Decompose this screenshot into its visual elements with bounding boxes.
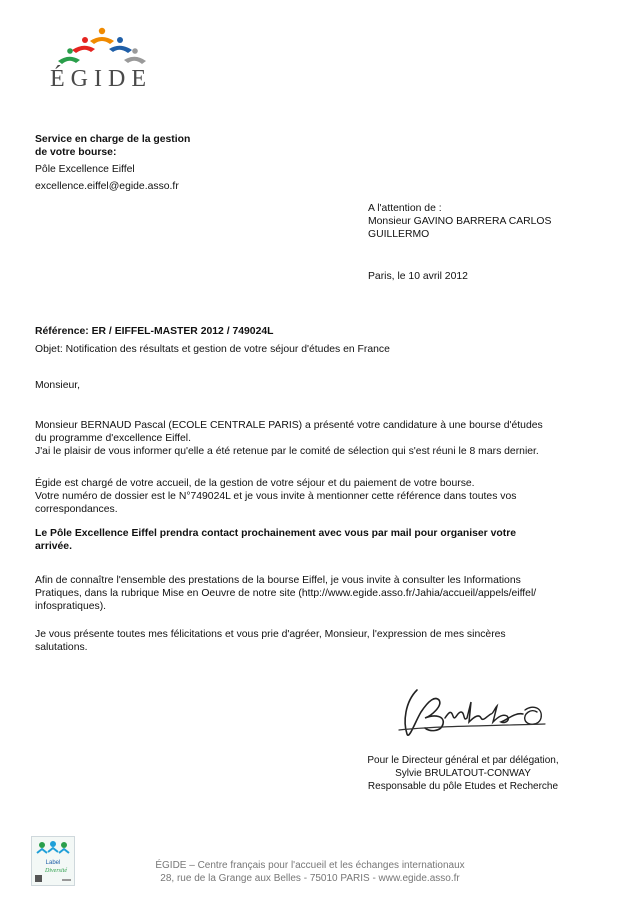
paragraph-line: salutations. [35,642,88,653]
paragraph-informations [35,574,595,613]
service-name: Pôle Excellence Eiffel [35,164,135,175]
signatory-name: Sylvie BRULATOUT-CONWAY [395,768,531,779]
paragraph-closing [35,628,595,654]
badge-label: Label [45,860,61,866]
service-title-line2: de votre bourse: [35,147,117,158]
logo-text: ÉGIDE [50,66,152,92]
paragraph-candidature [35,419,595,458]
addressee-name-line2: GUILLERMO [368,229,430,240]
addressee-name-line1: Monsieur GAVINO BARRERA CARLOS [368,216,552,227]
paragraph-line: Pratiques, dans la rubrique Mise en Oeuvre de notre site (http://www.egide.asso.fr/Jahia/accueil/appels/eiffel/ [35,588,537,599]
service-email: excellence.eiffel@egide.asso.fr [35,181,179,192]
paragraph-line: Afin de connaître l'ensemble des prestations de la bourse Eiffel, je vous invite à consulter les Informations [35,575,521,586]
footer-line1: ÉGIDE – Centre français pour l'accueil et les échanges internationaux [155,860,465,871]
paragraph-contact [35,527,595,553]
footer [130,859,490,885]
signatory-title: Responsable du pôle Etudes et Recherche [367,781,559,792]
footer-line2: 28, rue de la Grange aux Belles - 75010 PARIS - www.egide.asso.fr [160,873,460,884]
handwritten-signature [395,682,555,742]
paragraph-line: du programme d'excellence Eiffel. [35,433,192,444]
egide-logo [40,25,150,95]
service-block [35,133,335,193]
objet: Objet: Notification des résultats et gestion de votre séjour d'études en France [35,344,390,355]
egide-figures-icon [40,25,150,69]
paragraph-dossier [35,477,595,516]
badge-diversite: Diversité [45,868,67,874]
label-diversite-badge [31,836,75,886]
service-title-line1: Service en charge de la gestion [35,134,191,145]
letter-date: Paris, le 10 avril 2012 [368,271,468,282]
signatory-line1: Pour le Directeur général et par délégation, [367,755,559,766]
paragraph-line: Je vous présente toutes mes félicitations et vous prie d'agréer, Monsieur, l'expression de mes sincères [35,629,506,640]
paragraph-line: Monsieur BERNAUD Pascal (ECOLE CENTRALE PARIS) a présenté votre candidature à une bourse d'études [35,420,543,431]
paragraph-line: arrivée. [35,541,72,552]
salutation: Monsieur, [35,380,81,391]
paragraph-line: correspondances. [35,504,118,515]
addressee-attention: A l'attention de : [368,203,442,214]
signatory-block [352,754,574,793]
paragraph-line: Votre numéro de dossier est le N°749024L et je vous invite à mentionner cette référence dans toutes vos [35,491,517,502]
paragraph-line: Le Pôle Excellence Eiffel prendra contact prochainement avec vous par mail pour organiser votre [35,528,517,539]
reference: Référence: ER / EIFFEL-MASTER 2012 / 749024L [35,326,274,337]
paragraph-line: J'ai le plaisir de vous informer qu'elle a été retenue par le comité de sélection qui s'est réuni le 8 mars dernier. [35,446,539,457]
paragraph-line: Égide est chargé de votre accueil, de la gestion de votre séjour et du paiement de votre bourse. [35,478,475,489]
paragraph-line: infospratiques). [35,601,107,612]
addressee-block [368,202,598,241]
